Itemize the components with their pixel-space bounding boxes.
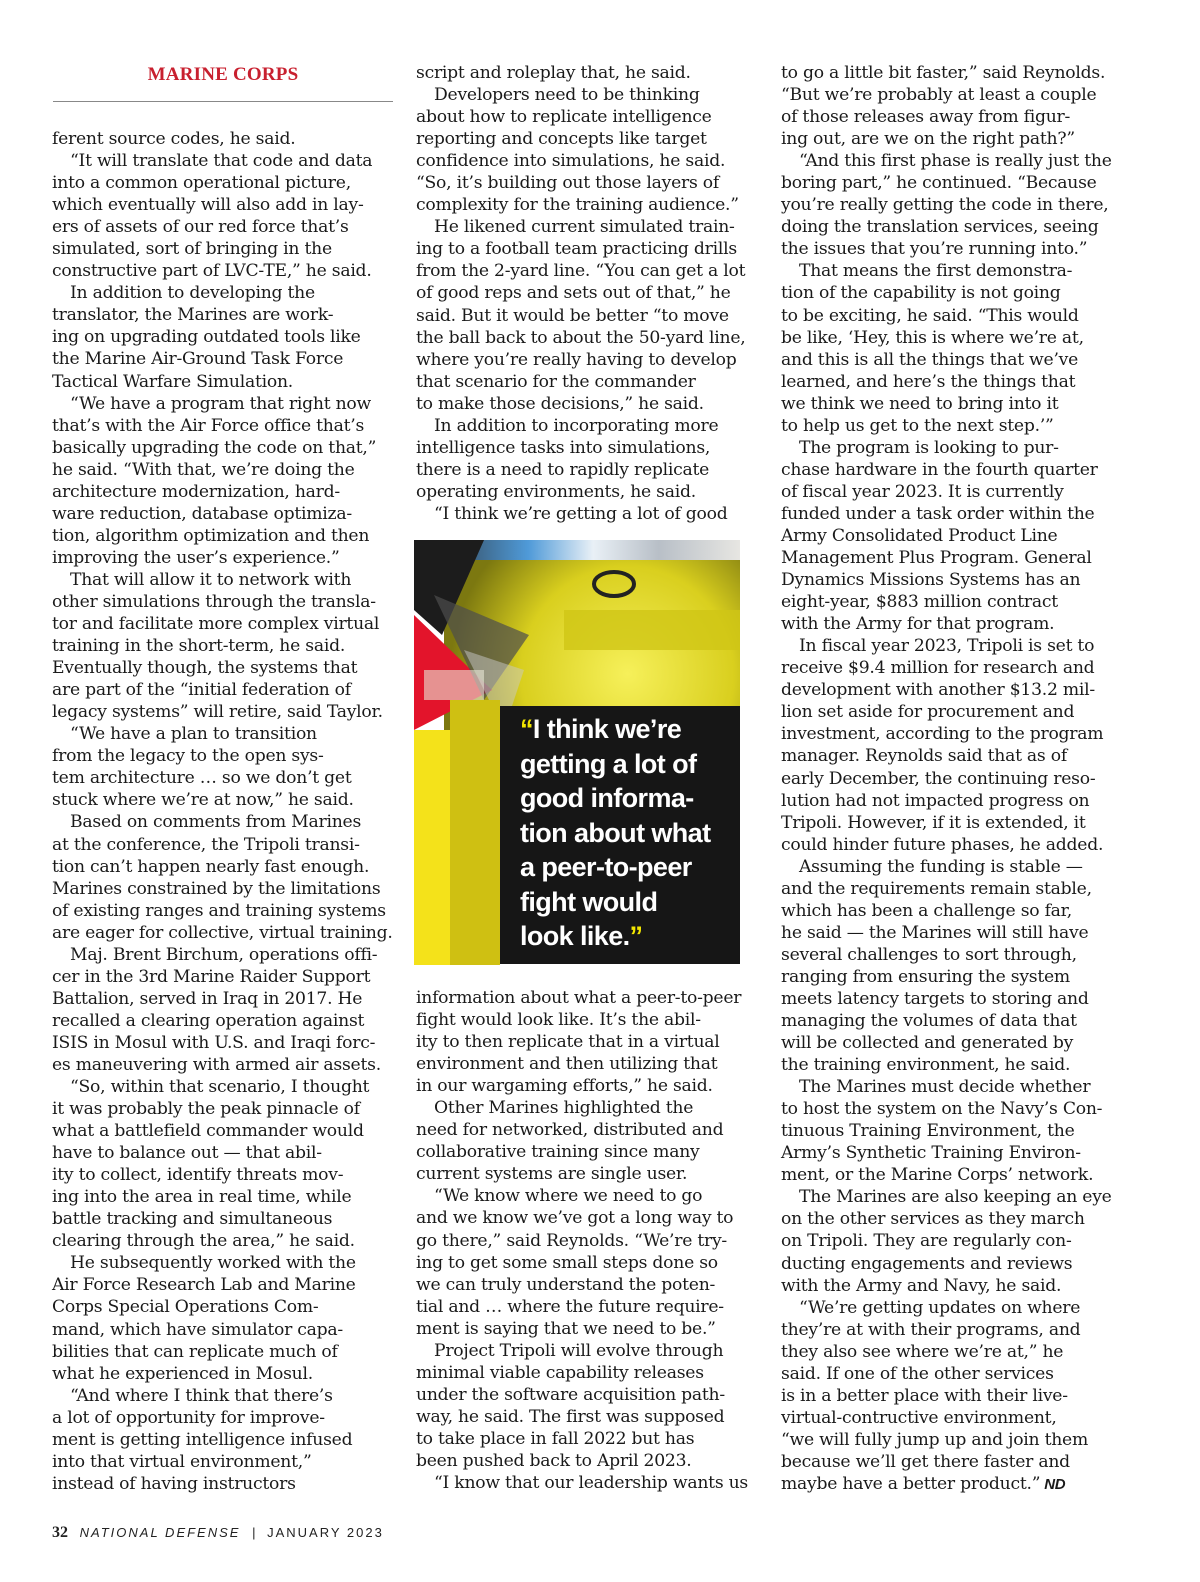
text-line: and this is all the things that we’ve xyxy=(781,349,1079,370)
text-line: reporting and concepts like target xyxy=(416,129,707,150)
text-line: mand, which have simulator capa- xyxy=(52,1319,343,1340)
text-line: script and roleplay that, he said. xyxy=(416,63,691,83)
text-line: managing the volumes of data that xyxy=(781,1011,1077,1032)
article-column-1 xyxy=(52,128,397,1495)
text-line: said. But it would be better “to move xyxy=(416,305,729,326)
pull-quote-line: “I think we’re xyxy=(520,714,682,744)
text-line: there is a need to rapidly replicate xyxy=(416,459,710,480)
yellow-bar xyxy=(414,730,450,965)
text-line: operating environments, he said. xyxy=(416,481,696,502)
text-line: could hinder future phases, he added. xyxy=(781,834,1104,855)
text-line: In addition to incorporating more xyxy=(434,415,719,436)
text-line: to help us get to the next step.’” xyxy=(781,415,1054,436)
text-line: es maneuvering with armed air assets. xyxy=(52,1054,381,1075)
text-line: where you’re really having to develop xyxy=(416,349,737,370)
text-line: Battalion, served in Iraq in 2017. He xyxy=(52,988,363,1009)
text-line: funded under a task order within the xyxy=(781,503,1095,524)
text-line: it was probably the peak pinnacle of xyxy=(52,1099,360,1120)
text-line: we think we need to bring into it xyxy=(781,393,1059,414)
text-line: from the 2-yard line. “You can get a lot xyxy=(416,261,746,282)
text-line: that’s with the Air Force office that’s xyxy=(52,415,365,436)
text-line: Army Consolidated Product Line xyxy=(781,525,1058,546)
text-line: and the requirements remain stable, xyxy=(781,878,1092,899)
text-line: of good reps and sets out of that,” he xyxy=(416,283,731,304)
text-line: been pushed back to April 2023. xyxy=(416,1450,692,1471)
text-line: ment, or the Marine Corps’ network. xyxy=(781,1165,1094,1186)
text-line: Management Plus Program. General xyxy=(781,548,1092,569)
text-line: is in a better place with their live- xyxy=(781,1385,1068,1406)
text-line: to host the system on the Navy’s Con- xyxy=(781,1099,1103,1120)
text-line: “So, within that scenario, I thought xyxy=(70,1077,370,1098)
text-line: eight-year, $883 million contract xyxy=(781,592,1058,613)
pull-quote-line: look like.” xyxy=(520,921,643,951)
text-line: of fiscal year 2023. It is currently xyxy=(781,481,1064,502)
text-line: on Tripoli. They are regularly con- xyxy=(781,1231,1072,1252)
text-line: That will allow it to network with xyxy=(70,569,352,590)
article-column-2-bottom xyxy=(416,987,761,1494)
page-footer xyxy=(52,1524,384,1542)
text-line: virtual-contructive environment, xyxy=(781,1407,1057,1428)
pull-quote-line: fight would xyxy=(520,886,658,917)
text-line: simulated, sort of bringing in the xyxy=(52,239,332,260)
text-line: Project Tripoli will evolve through xyxy=(434,1340,724,1361)
text-line: improving the user’s experience.” xyxy=(52,547,340,568)
text-line: “We have a program that right now xyxy=(70,393,371,414)
text-line: constructive part of LVC-TE,” he said. xyxy=(52,261,372,282)
text-line: “We know where we need to go xyxy=(434,1186,703,1207)
text-line: investment, according to the program xyxy=(781,724,1104,745)
text-line: ISIS in Mosul with U.S. and Iraqi forc- xyxy=(52,1032,376,1053)
text-line: ment is getting intelligence infused xyxy=(52,1429,353,1450)
text-line: fight would look like. It’s the abil- xyxy=(416,1010,701,1031)
text-line: instead of having instructors xyxy=(52,1473,296,1494)
text-line: Army’s Synthetic Training Environ- xyxy=(781,1143,1081,1164)
text-line: ing out, are we on the right path?” xyxy=(781,129,1075,150)
text-line: lion set aside for procurement and xyxy=(781,702,1075,723)
text-line: “So, it’s building out those layers of xyxy=(416,173,719,194)
section-label: MARINE CORPS xyxy=(147,64,299,85)
text-line: boring part,” he continued. “Because xyxy=(781,173,1097,194)
end-mark: ND xyxy=(1040,1476,1066,1493)
text-line: He likened current simulated train- xyxy=(434,217,735,238)
text-line: Dynamics Missions Systems has an xyxy=(781,570,1081,591)
text-line: said. If one of the other services xyxy=(781,1363,1054,1384)
text-line: Other Marines highlighted the xyxy=(434,1098,694,1119)
text-line: from the legacy to the open sys- xyxy=(52,746,324,767)
text-line: maybe have a better product.” ND xyxy=(781,1474,1066,1494)
text-line: go there,” said Reynolds. “We’re try- xyxy=(416,1230,727,1251)
text-line: “And where I think that there’s xyxy=(70,1385,333,1406)
text-line: ranging from ensuring the system xyxy=(781,966,1070,987)
text-line: you’re really getting the code in there, xyxy=(781,195,1109,216)
text-line: cer in the 3rd Marine Raider Support xyxy=(52,966,371,987)
pull-quote-line: tion about what xyxy=(520,817,711,848)
text-line: the issues that you’re running into.” xyxy=(781,239,1088,260)
text-line: way, he said. The first was supposed xyxy=(416,1406,725,1427)
text-line: at the conference, the Tripoli transi- xyxy=(52,834,360,855)
text-line: legacy systems” will retire, said Taylor. xyxy=(52,702,383,723)
text-line: about how to replicate intelligence xyxy=(416,107,712,128)
pull-quote-line: getting a lot of xyxy=(520,748,697,779)
text-line: manager. Reynolds said that as of xyxy=(781,746,1067,767)
issue-date: JANUARY 2023 xyxy=(267,1525,384,1540)
text-line: clearing through the area,” he said. xyxy=(52,1231,355,1252)
text-line: are part of the “initial federation of xyxy=(52,680,351,701)
text-line: be like, ‘Hey, this is where we’re at, xyxy=(781,327,1084,348)
text-line: several challenges to sort through, xyxy=(781,944,1077,965)
text-line: ware reduction, database optimiza- xyxy=(52,503,352,524)
text-line: with the Army for that program. xyxy=(781,614,1055,635)
text-line: receive $9.4 million for research and xyxy=(781,658,1095,679)
text-line: of those releases away from figur- xyxy=(781,107,1071,128)
text-line: to be exciting, he said. “This would xyxy=(781,305,1079,326)
text-line: ing on upgrading outdated tools like xyxy=(52,327,361,348)
text-line: other simulations through the transla- xyxy=(52,591,376,612)
text-line: ers of assets of our red force that’s xyxy=(52,217,349,238)
text-line: recalled a clearing operation against xyxy=(52,1010,365,1031)
text-line: Corps Special Operations Com- xyxy=(52,1297,319,1318)
publication-name: NATIONAL DEFENSE xyxy=(79,1525,241,1540)
text-line: ing into the area in real time, while xyxy=(52,1187,352,1208)
text-line: architecture modernization, hard- xyxy=(52,481,340,502)
text-line: the Marine Air-Ground Task Force xyxy=(52,349,344,370)
text-line: Air Force Research Lab and Marine xyxy=(52,1275,356,1296)
text-line: Assuming the funding is stable — xyxy=(799,856,1083,877)
text-line: confidence into simulations, he said. xyxy=(416,151,726,172)
text-line: tion of the capability is not going xyxy=(781,283,1061,304)
text-line: tem architecture … so we don’t get xyxy=(52,768,352,789)
text-line: which eventually will also add in lay- xyxy=(52,195,364,216)
text-line: The Marines must decide whether xyxy=(799,1077,1091,1098)
text-line: will be collected and generated by xyxy=(781,1033,1074,1054)
text-line: battle tracking and simultaneous xyxy=(52,1209,333,1230)
text-line: basically upgrading the code on that,” xyxy=(52,437,377,458)
text-line: what he experienced in Mosul. xyxy=(52,1363,313,1384)
text-line: “But we’re probably at least a couple xyxy=(781,85,1097,106)
text-line: which has been a challenge so far, xyxy=(781,900,1072,921)
article-column-3 xyxy=(781,62,1126,1496)
text-line: minimal viable capability releases xyxy=(416,1362,704,1383)
section-rule xyxy=(53,101,393,102)
text-line: complexity for the training audience.” xyxy=(416,195,739,216)
text-line: “we will fully jump up and join them xyxy=(781,1429,1089,1450)
text-line: ity to collect, identify threats mov- xyxy=(52,1165,344,1186)
text-line: Tactical Warfare Simulation. xyxy=(52,371,293,392)
text-line: and we know we’ve got a long way to xyxy=(416,1208,734,1229)
text-line: tion, algorithm optimization and then xyxy=(52,525,370,546)
text-line: ing to get some small steps done so xyxy=(416,1252,718,1273)
text-line: the training environment, he said. xyxy=(781,1055,1071,1076)
pull-quote-graphic xyxy=(414,540,740,965)
text-line: “We have a plan to transition xyxy=(70,724,317,745)
text-line: “I think we’re getting a lot of good xyxy=(434,503,728,524)
pull-quote-line: a peer-to-peer xyxy=(520,852,692,882)
text-line: ducting engagements and reviews xyxy=(781,1253,1073,1274)
text-line: because we’ll get there faster and xyxy=(781,1451,1070,1472)
footer-separator: | xyxy=(252,1525,256,1540)
text-line: early December, the continuing reso- xyxy=(781,768,1096,789)
article-column-2-top xyxy=(416,62,761,525)
text-line: to go a little bit faster,” said Reynolds. xyxy=(781,63,1106,83)
text-line: chase hardware in the fourth quarter xyxy=(781,459,1098,480)
text-line: to take place in fall 2022 but has xyxy=(416,1428,695,1449)
text-line: collaborative training since many xyxy=(416,1142,700,1163)
text-line: of existing ranges and training systems xyxy=(52,900,386,921)
text-line: stuck where we’re at now,” he said. xyxy=(52,790,354,811)
text-line: what a battlefield commander would xyxy=(52,1121,364,1142)
text-line: tion can’t happen nearly fast enough. xyxy=(52,856,370,877)
text-line: environment and then utilizing that xyxy=(416,1054,718,1075)
text-line: the ball back to about the 50-yard line, xyxy=(416,327,746,348)
text-line: “We’re getting updates on where xyxy=(799,1297,1081,1318)
text-line: doing the translation services, seeing xyxy=(781,217,1099,238)
text-line: have to balance out — that abil- xyxy=(52,1143,322,1164)
text-line: Marines constrained by the limitations xyxy=(52,878,381,899)
text-line: The Marines are also keeping an eye xyxy=(799,1187,1112,1208)
text-line: into that virtual environment,” xyxy=(52,1451,312,1472)
text-line: Developers need to be thinking xyxy=(434,85,700,106)
text-line: bilities that can replicate much of xyxy=(52,1341,338,1362)
text-line: ing to a football team practicing drills xyxy=(416,239,737,260)
text-line: a lot of opportunity for improve- xyxy=(52,1407,325,1428)
text-line: ferent source codes, he said. xyxy=(52,129,296,149)
text-line: that scenario for the commander xyxy=(416,371,696,392)
text-line: information about what a peer-to-peer xyxy=(416,988,742,1008)
text-line: he said. “With that, we’re doing the xyxy=(52,459,355,480)
text-line: The program is looking to pur- xyxy=(799,437,1059,458)
text-line: meets latency targets to storing and xyxy=(781,988,1089,1009)
text-line: development with another $13.2 mil- xyxy=(781,680,1095,701)
text-line: he said — the Marines will still have xyxy=(781,922,1089,943)
text-line: ment is saying that we need to be.” xyxy=(416,1318,716,1339)
text-line: In fiscal year 2023, Tripoli is set to xyxy=(799,636,1095,657)
text-line: under the software acquisition path- xyxy=(416,1384,725,1405)
text-line: on the other services as they march xyxy=(781,1209,1085,1230)
text-line: translator, the Marines are work- xyxy=(52,305,334,326)
text-line: “It will translate that code and data xyxy=(70,151,373,172)
page-number: 32 xyxy=(52,1524,68,1541)
text-line: in our wargaming efforts,” he said. xyxy=(416,1076,713,1097)
text-line: they also see where we’re at,” he xyxy=(781,1341,1064,1362)
text-line: we can truly understand the poten- xyxy=(416,1274,716,1295)
text-line: Maj. Brent Birchum, operations offi- xyxy=(70,944,378,965)
text-line: training in the short-term, he said. xyxy=(52,636,346,657)
text-line: to make those decisions,” he said. xyxy=(416,393,704,414)
text-line: current systems are single user. xyxy=(416,1164,688,1185)
text-line: “I know that our leadership wants us xyxy=(434,1473,749,1494)
text-line: In addition to developing the xyxy=(70,283,315,304)
text-line: intelligence tasks into simulations, xyxy=(416,437,711,458)
pull-quote-line: good informa- xyxy=(520,783,694,813)
pull-quote-text xyxy=(520,712,740,954)
text-line: lution had not impacted progress on xyxy=(781,790,1090,811)
text-line: ity to then replicate that in a virtual xyxy=(416,1032,720,1053)
text-line: need for networked, distributed and xyxy=(416,1120,724,1141)
text-line: into a common operational picture, xyxy=(52,173,351,194)
text-line: with the Army and Navy, he said. xyxy=(781,1275,1062,1296)
text-line: “And this first phase is really just the xyxy=(799,151,1112,172)
text-line: Based on comments from Marines xyxy=(70,812,362,833)
text-line: learned, and here’s the things that xyxy=(781,371,1076,392)
text-line: That means the first demonstra- xyxy=(799,261,1073,282)
text-line: they’re at with their programs, and xyxy=(781,1319,1081,1340)
text-line: He subsequently worked with the xyxy=(70,1253,356,1274)
text-line: Tripoli. However, if it is extended, it xyxy=(781,812,1086,833)
text-line: tial and … where the future require- xyxy=(416,1296,724,1317)
text-line: tinuous Training Environment, the xyxy=(781,1121,1075,1142)
text-line: tor and facilitate more complex virtual xyxy=(52,614,380,635)
text-line: are eager for collective, virtual training. xyxy=(52,922,393,943)
text-line: Eventually though, the systems that xyxy=(52,658,358,679)
